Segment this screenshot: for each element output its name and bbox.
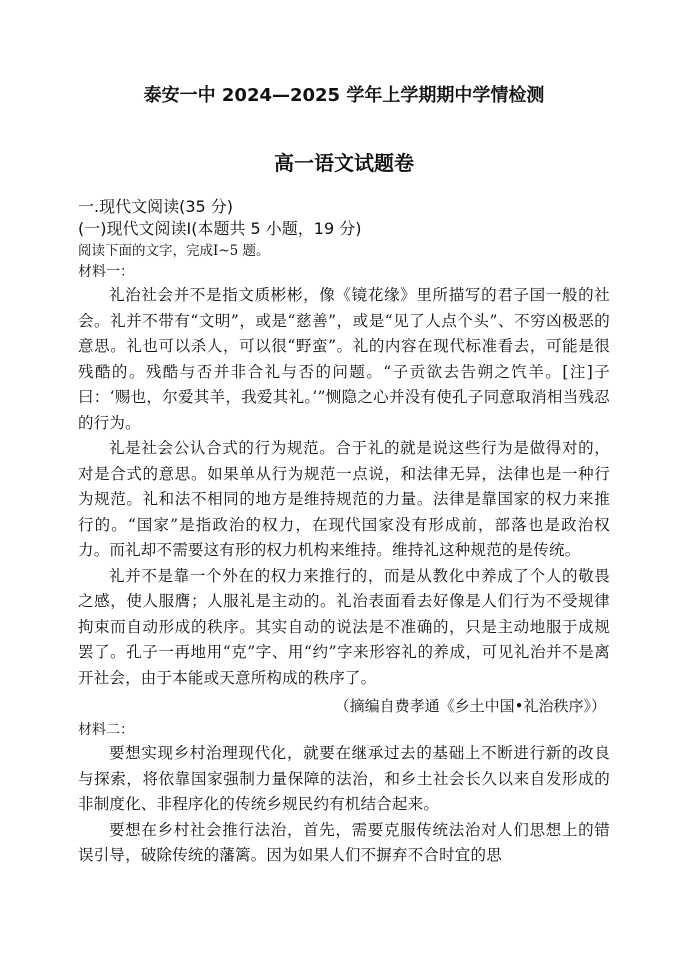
material-one-paragraph: 礼治社会并不是指文质彬彬，像《镜花缘》里所描写的君子国一般的社会。礼并不带有“文明”，或是“慈善”，或是“见了人点个头”、不穷凶极恶的意思。礼也可以杀人，可以很“野蛮”。礼的内容在现代标准看去，可能是很残酷的。残酷与否并非合礼与否的问题。“子贡欲去告朔之饩羊。[注]子曰：‘赐也，尔爱其羊，我爱其礼。’”恻隐之心并没有使孔子同意取消相当残忍的行为。 (78, 286, 610, 432)
exam-title: 泰安一中 2024—2025 学年上学期期中学情检测 (143, 85, 545, 106)
material-one-source: （摘编自费孝通《乡土中国•礼治秩序》） (334, 697, 606, 715)
subsection-heading: (一)现代文阅读Ⅰ(本题共 5 小题，19 分) (78, 219, 362, 238)
material-two-paragraph: 要想在乡村社会推行法治，首先，需要克服传统法治对人们思想上的错误引导，破除传统的藩篱。因为如果人们不摒弃不合时宜的思 (78, 820, 610, 864)
section-heading: 一.现代文阅读(35 分) (78, 197, 234, 216)
material-two-label: 材料二： (78, 722, 134, 738)
material-one-paragraph: 礼并不是靠一个外在的权力来推行的，而是从教化中养成了个人的敬畏之感，使人服膺；人服礼是主动的。礼治表面看去好像是人们行为不受规律拘束而自动形成的秩序。其实自动的说法是不准确的，只是主动地服于成规罢了。孔子一再地用“克”字、用“约”字来形容礼的养成，可见礼治并不是离开社会，由于本能或天意所构成的秩序了。 (78, 566, 610, 687)
material-one-paragraph: 礼是社会公认合式的行为规范。合于礼的就是说这些行为是做得对的，对是合式的意思。如果单从行为规范一点说，和法律无异，法律也是一种行为规范。礼和法不相同的地方是维持规范的力量。法律是靠国家的权力来推行的。“国家”是指政治的权力，在现代国家没有形成前，部落也是政治权力。而礼却不需要这有形的权力机构来维持。维持礼这种规范的是传统。 (78, 439, 610, 559)
exam-subtitle: 高一语文试题卷 (274, 151, 414, 175)
material-two-paragraph: 要想实现乡村治理现代化，就要在继承过去的基础上不断进行新的改良与探索，将依靠国家强制力量保障的法治，和乡土社会长久以来自发形成的非制度化、非程序化的传统乡规民约有机结合起来。 (78, 744, 610, 813)
reading-instruction: 阅读下面的文字，完成Ⅰ~5 题。 (78, 243, 270, 259)
material-one-label: 材料一： (78, 264, 134, 280)
